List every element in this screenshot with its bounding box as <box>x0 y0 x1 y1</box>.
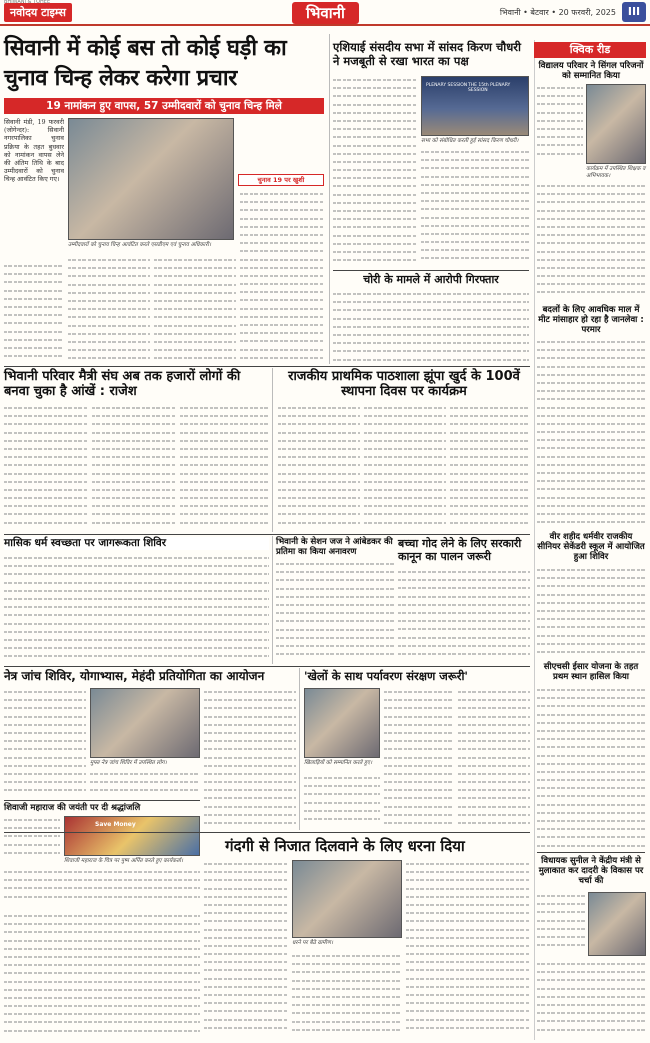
asia-column-2 <box>421 148 529 266</box>
dharna-column-3 <box>406 860 530 1036</box>
page-number: III <box>622 2 646 22</box>
shivaji-photo-banner: Save Money <box>95 821 136 828</box>
divider <box>4 534 530 535</box>
divider <box>4 800 200 801</box>
shivaji-column-end <box>4 912 200 1036</box>
dharna-caption: धरने पर बैठे ग्रामीण। <box>292 940 333 946</box>
sidebar-item5-body <box>537 892 585 956</box>
dharna-column-2 <box>292 952 402 1036</box>
lead-photo <box>68 118 234 240</box>
shivaji-more <box>4 868 200 908</box>
divider <box>272 536 273 664</box>
shivaji-headline: शिवाजी महाराज की जयंती पर दी श्रद्धांजलि <box>4 803 141 813</box>
shivaji-body <box>4 816 60 860</box>
divider <box>537 852 645 853</box>
eye-column-1 <box>4 688 86 798</box>
sidebar-item1-more <box>537 182 645 302</box>
sidebar-item5-title: विधायक सुनील ने केंद्रीय मंत्री से मुलाकात कर दादरी के विकास पर चर्चा की <box>538 856 644 886</box>
divider <box>299 668 300 830</box>
theft-body <box>333 290 529 364</box>
eye-photo <box>90 688 200 758</box>
dharna-headline: गंदगी से निजात दिलवाने के लिए धरना दिया <box>225 837 465 855</box>
sidebar-item1-body <box>537 84 583 158</box>
hygiene-body <box>4 554 269 662</box>
divider <box>4 366 530 367</box>
lead-headline: सिवानी में कोई बस तो कोई घड़ी का चुनाव चिन्ह लेकर करेगा प्रचार <box>4 36 287 91</box>
lead-column-3 <box>154 256 236 362</box>
eye-column-3 <box>204 688 296 828</box>
school-column-1 <box>278 404 360 530</box>
rss-column-1 <box>4 404 88 530</box>
sidebar-item5-photo <box>588 892 646 956</box>
school-headline: राजकीय प्राथमिक पाठशाला झूंपा खुर्द के 100वें स्थापना दिवस पर कार्यक्रम <box>288 369 520 399</box>
divider <box>272 368 273 532</box>
asia-column-1 <box>333 76 417 266</box>
sports-caption: खिलाड़ियों को सम्मानित करते हुए। <box>304 760 373 766</box>
eye-headline: नेत्र जांच शिविर, योगाभ्यास, मेहंदी प्रतियोगिता का आयोजन <box>4 669 265 683</box>
lead-column-1 <box>4 262 64 362</box>
sidebar-item3-title: वीर शहीद धर्मवीर राजकीय सीनियर सेकेंडरी स्कूल में आयोजित हुआ शिविर <box>537 532 645 562</box>
quick-read-label: क्विक रीड <box>534 42 646 58</box>
sidebar-item5-more <box>537 960 645 1038</box>
sidebar-item4-title: सीएचसी ईसार योजना के तहत प्रथम स्थान हासिल किया <box>543 662 639 682</box>
school-column-3 <box>450 404 530 530</box>
asia-photo <box>421 76 529 136</box>
theft-headline: चोरी के मामले में आरोपी गिरफ्तार <box>363 273 499 286</box>
shivaji-caption: शिवाजी महाराज के चित्र पर पुष्प अर्पित करते हुए कार्यकर्ता। <box>64 858 184 864</box>
sidebar-item4-body <box>537 686 645 850</box>
sidebar-item3-body <box>537 566 645 658</box>
sports-column-1 <box>304 774 380 830</box>
lead-side-box: चुनाव 19 पर खुशी <box>238 174 324 186</box>
sidebar-item2-body <box>537 338 645 528</box>
divider <box>4 832 530 833</box>
sports-photo <box>304 688 380 758</box>
ambedkar-body <box>276 560 394 664</box>
rss-headline: भिवानी परिवार मैत्री संघ अब तक हजारों लोगों की बनवा चुका है आंखें : राजेश <box>4 369 241 399</box>
asia-headline: एशियाई संसदीय सभा में सांसद किरण चौधरी ने मजबूती से रखा भारत का पक्ष <box>333 40 521 68</box>
lead-subhead: 19 नामांकन हुए वापस, 57 उम्मीदवारों को चुनाव चिन्ह मिले <box>4 98 324 114</box>
asia-photo-label-2: THE 15th PLENARY SESSION <box>468 83 511 93</box>
divider <box>4 666 530 667</box>
masthead <box>0 0 650 26</box>
ambedkar-headline: भिवानी के सेशन जज ने आंबेडकर की प्रतिमा का किया अनावरण <box>276 537 393 557</box>
lead-column-4 <box>240 190 324 362</box>
asia-photo-label-1: PLENARY SESSION <box>426 83 468 88</box>
rss-column-3 <box>180 404 268 530</box>
divider <box>333 270 529 271</box>
lead-caption: उम्मीदवारों को चुनाव चिन्ह आवंटित करते एसडीएम एवं चुनाव अधिकारी। <box>68 242 211 248</box>
rss-column-2 <box>92 404 176 530</box>
law-body <box>398 568 530 664</box>
sidebar-item1-title: विद्यालय परिवार ने सिंगल परिजनों को सम्मानित किया <box>538 61 644 81</box>
lead-body: सिवानी मंडी, 19 फरवरी (जोगेन्दर): सिवानी नगरपालिका चुनाव प्रक्रिया के तहत बुधवार को नामांकन वापस लेने की अंतिम तिथि के बाद उम्मीदवारों को चुनाव चिन्ह आवंटित किए गए। <box>4 118 64 184</box>
dharna-photo <box>292 860 402 938</box>
divider <box>329 34 330 364</box>
sports-column-2 <box>384 688 454 830</box>
school-column-2 <box>364 404 446 530</box>
asia-caption: सभा को संबोधित करती हुई सांसद किरण चौधरी। <box>421 138 519 144</box>
law-headline: बच्चा गोद लेने के लिए सरकारी कानून का पालन जरूरी <box>398 537 522 563</box>
sports-column-3 <box>458 688 530 830</box>
sidebar-item1-caption: कार्यक्रम में उपस्थित शिक्षक व अभिभावक। <box>586 166 646 179</box>
sidebar-item1-photo <box>586 84 646 164</box>
sidebar-item2-title: बदलों के लिए आवधिक माल में मीट मांसाहार हो रहा है जानलेवा : परमार <box>538 305 644 335</box>
dharna-column-1 <box>204 860 288 1036</box>
lead-column-2 <box>68 256 150 362</box>
eye-caption: मुफ्त नेत्र जांच शिविर में उपस्थित लोग। <box>90 760 167 766</box>
dateline: भिवानी • बेटवार • 20 फरवरी, 2025 <box>499 8 616 17</box>
brand-logo: नवोदय टाइम्स <box>4 3 72 22</box>
hygiene-headline: मासिक धर्म स्वच्छता पर जागरूकता शिविर <box>4 537 269 550</box>
eye-column-2 <box>90 770 200 798</box>
sports-headline: 'खेलों के साथ पर्यावरण संरक्षण जरूरी' <box>304 669 468 683</box>
section-title: भिवानी <box>292 2 359 24</box>
